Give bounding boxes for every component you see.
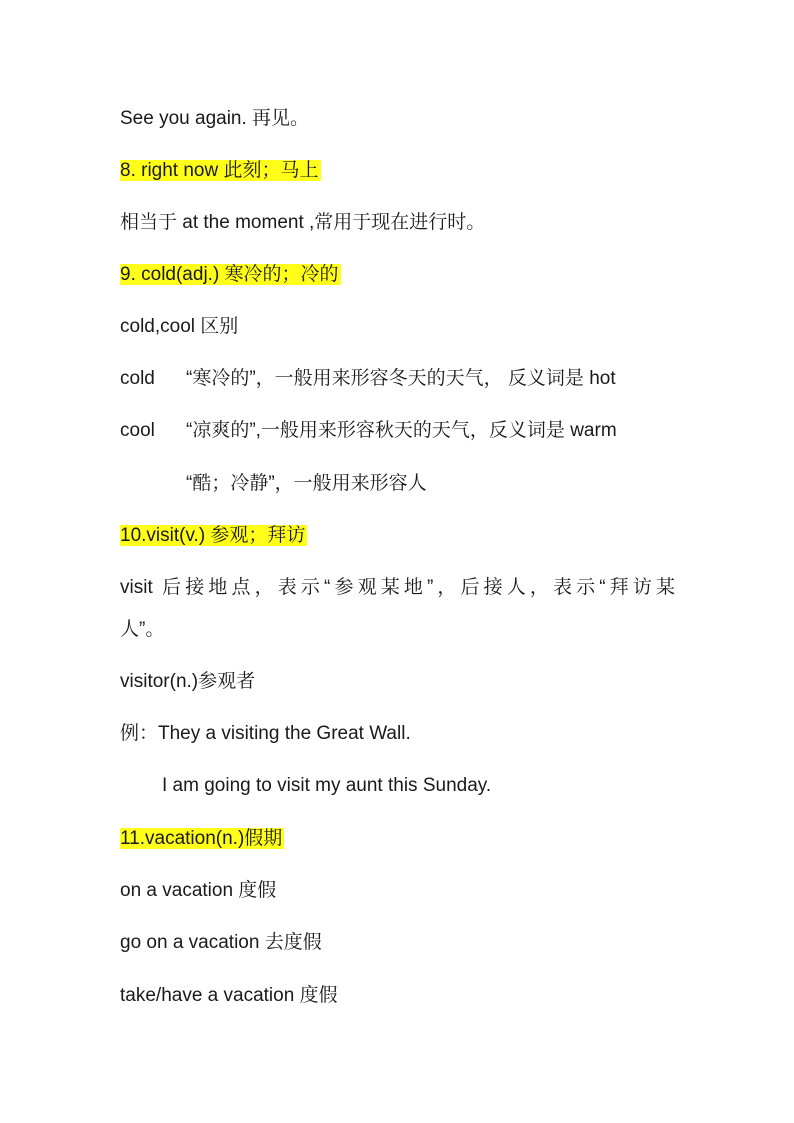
highlighted-heading: 9. cold(adj.) 寒冷的；冷的 (120, 264, 339, 285)
text-line: go on a vacation 去度假 (120, 932, 322, 953)
text-line: See you again. 再见。 (120, 108, 310, 129)
highlighted-heading: 8. right now 此刻；马上 (120, 160, 319, 181)
definition: “寒冷的”，一般用来形容冬天的天气， 反义词是 hot (186, 368, 616, 389)
text-line: on a vacation 度假 (120, 880, 277, 901)
definition-row-cool (120, 418, 617, 444)
heading-vacation (120, 826, 284, 852)
text-line: cold,cool 区别 (120, 316, 239, 337)
text-line: visit 后接地点，表示“参观某地”，后接人，表示“拜访某 (120, 577, 675, 598)
heading-cold (120, 262, 341, 288)
example-line: 例：They a visiting the Great Wall. (120, 723, 411, 744)
heading-right-now (120, 158, 321, 184)
definition-row-cold (120, 366, 616, 392)
highlighted-heading: 10.visit(v.) 参观；拜访 (120, 525, 306, 546)
text-line: 相当于 at the moment ,常用于现在进行时。 (120, 212, 486, 233)
definition: “凉爽的”,一般用来形容秋天的天气，反义词是 warm (186, 420, 617, 441)
example-line: I am going to visit my aunt this Sunday. (162, 775, 492, 796)
text-line: take/have a vacation 度假 (120, 985, 338, 1006)
text-line: visitor(n.)参观者 (120, 671, 256, 692)
term: cool (120, 420, 155, 441)
text-line: “酷；冷静”，一般用来形容人 (186, 473, 427, 494)
highlighted-heading: 11.vacation(n.)假期 (120, 828, 283, 849)
term: cold (120, 368, 155, 389)
heading-visit (120, 523, 307, 549)
text-line: 人”。 (120, 619, 165, 640)
